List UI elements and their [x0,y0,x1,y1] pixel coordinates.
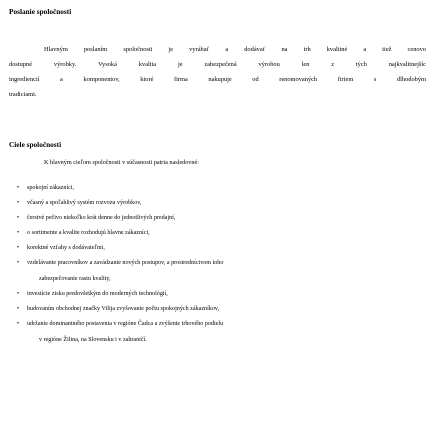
list-item-text: korektné vzťahy s dodávateľmi, [27,245,105,251]
bullet-icon: • [17,245,20,251]
bullet-icon: • [17,291,20,297]
list-item-text: včasný a spoľahlivý systém rozvozu výrobkov, [27,200,142,206]
mission-paragraph-line: ingrediencií a komponentov, ktoré firma nakupuje od renomovaných firiem s dlhodobým [9,76,426,83]
section-heading-goals: Ciele spoločnosti [9,140,62,149]
section-heading-mission: Poslanie spoločnosti [9,7,72,16]
list-item-continuation: zabezpečovanie rastu kvality, [39,276,111,282]
list-item-continuation: v regióne Žilina, na Slovensku i v zahraničí. [39,337,147,343]
list-item-text: čerstvé pečivo niekoľko krát denne do jednotlivých predajní, [27,215,176,221]
list-item-text: investície zisku predovšetkým do moderných technológií, [27,291,168,297]
bullet-icon: • [17,260,20,266]
bullet-icon: • [17,230,20,236]
bullet-icon: • [17,321,20,327]
list-item-text: vzdelávanie pracovníkov a zavádzanie nových postupov, a prostredníctvom toho [27,260,224,266]
bullet-icon: • [17,185,20,191]
mission-paragraph-line: Hlavným poslaním spoločnosti je vyrábať a dodávať na trh kvalitné a tiež cenovo [44,46,426,53]
list-item-text: udržanie dominantného postavenia v regióne Čadca a zvýšenie trhového podielu [27,321,224,327]
bullet-icon: • [17,215,20,221]
bullet-icon: • [17,200,20,206]
list-item-text: o sortimente a kvalite rozhodujú hlavne zákazníci, [27,230,150,236]
bullet-icon: • [17,306,20,312]
list-item-text: spokojní zákazníci, [27,185,75,191]
mission-paragraph-line: tradiciami. [9,91,37,98]
mission-paragraph-line: dostupné výrobky. Vysoká kvalita je zabezpečená výrobou len z tých najkvalitnejšíc [9,61,426,68]
goals-intro: K hlavným cieľom spoločnosti v súčasnosti patria nasledovné: [44,159,199,166]
list-item-text: budovaním obchodnej značky Vilija zvyšovanie počtu spokojných zákazníkov, [27,306,220,312]
